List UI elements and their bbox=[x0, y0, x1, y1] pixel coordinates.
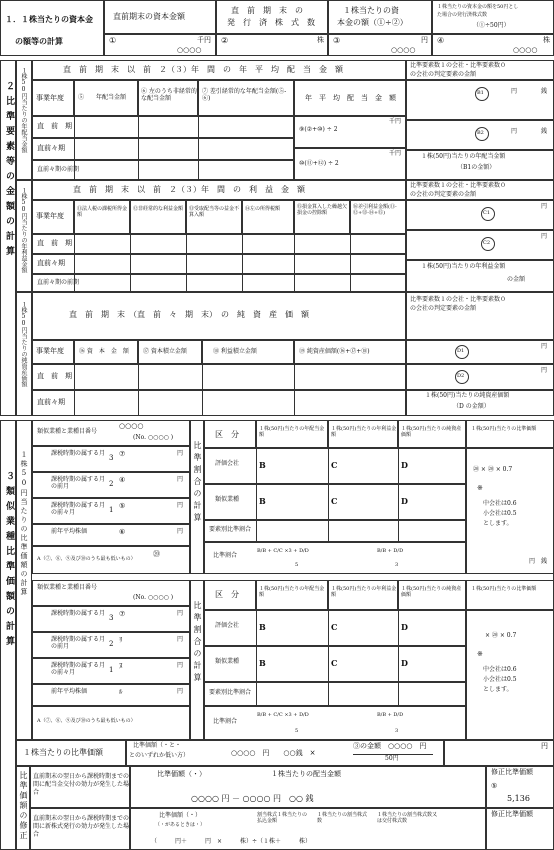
ind1-lowest-note: A（⑦、⑧、⑨及び⑩のうち最も低いもの） bbox=[37, 556, 136, 562]
ind1-code: ○○○○ bbox=[119, 422, 144, 430]
s1-mark-3: ③ bbox=[333, 36, 341, 45]
div-avg-9-label: ⑨(②+⑩) ÷ 2 bbox=[299, 126, 338, 133]
net-col18-label: ⑱ 利益積立金額 bbox=[213, 348, 257, 355]
ind1-lowest[interactable] bbox=[32, 546, 190, 574]
profit-col-year bbox=[32, 200, 74, 234]
div-b2-yen: 円 bbox=[511, 128, 518, 135]
section2-side bbox=[0, 60, 16, 416]
section2-side-label: ２比準要素等の金額の計算 bbox=[4, 81, 14, 261]
section3-side-a-label: １株50円当たりの比準価額の計算 bbox=[20, 451, 28, 597]
ind1-price-row[interactable] bbox=[32, 498, 190, 524]
div-per-share-title: １株(50円)当たりの年配当金額 bbox=[421, 153, 506, 160]
div-judge-h2: の会社の判定要素の金額 bbox=[410, 71, 477, 78]
profit-col5 bbox=[294, 200, 350, 234]
profit-header bbox=[32, 180, 406, 200]
s1-col1-label: 直前期末の資本金額 bbox=[113, 12, 185, 21]
ind2-price-row-label: 課税時期の属する月 bbox=[51, 610, 106, 617]
net-row-prev2 bbox=[32, 390, 406, 416]
ind1-sim-b: B bbox=[259, 496, 266, 506]
ind2-price-formula: × ⑳ × 0.7 bbox=[485, 632, 517, 639]
s1-unit-1: 千円 bbox=[197, 36, 211, 44]
profit-judge-c1[interactable] bbox=[406, 200, 554, 230]
ind2-r-eval bbox=[204, 610, 466, 646]
ind1-note-star: ※ bbox=[477, 484, 483, 492]
per-share-div50: 50円 bbox=[385, 755, 399, 762]
s1-col3-label-b: 本金の額（①÷②） bbox=[337, 18, 408, 27]
ind2-r-element bbox=[204, 682, 466, 706]
adj2-b: 割当株式１株当たりの払込金額 bbox=[257, 812, 308, 824]
profit-row-prev3-label: 直前々期の前期 bbox=[37, 279, 80, 286]
div-header bbox=[32, 60, 406, 80]
net-header bbox=[32, 292, 406, 340]
ind2-lowest-note: A（⑦、⑧、⑨及び⑩のうち最も低いもの） bbox=[37, 718, 136, 724]
profit-per-share-sub: の金額 bbox=[507, 276, 526, 283]
net-row-prev-label: 直 前 期 bbox=[37, 372, 72, 380]
per-share-formula: ○○○○ 円 ○○銭 × bbox=[231, 749, 316, 757]
profit-col6 bbox=[350, 200, 406, 234]
ind1-price-row-label: 課税時期の属する月 bbox=[51, 450, 106, 457]
ind2-price-row[interactable] bbox=[32, 632, 190, 658]
ind2-h-net bbox=[398, 580, 466, 610]
ind1-h-net-label: １株(50円)当たりの純資産価額 bbox=[401, 426, 462, 438]
ind1-ratio-div3: 3 bbox=[395, 562, 399, 568]
adj1-label-text: 直前期末の翌日から課税時期までの間に配当金交付の効力が発生した場合 bbox=[33, 773, 130, 796]
ind2-h-profit bbox=[328, 580, 398, 610]
ind1-r-similar bbox=[204, 484, 466, 520]
ind2-lowest[interactable] bbox=[32, 706, 190, 740]
div-avg-10[interactable] bbox=[294, 148, 406, 180]
net-col16 bbox=[74, 340, 138, 364]
div-avg-9[interactable] bbox=[294, 116, 406, 148]
ind2-price-row-month: 2 bbox=[109, 640, 114, 648]
ind1-sim-d: D bbox=[401, 496, 408, 506]
profit-col2 bbox=[130, 200, 186, 234]
s1-unit-4: 株 bbox=[543, 36, 550, 44]
ind1-kubun-label: 区 分 bbox=[215, 430, 239, 439]
ind2-label: 類似業種と業種目番号 bbox=[37, 584, 98, 591]
profit-c1-yen: 円 bbox=[541, 203, 548, 210]
net-judge-header bbox=[406, 292, 554, 340]
net-row-prev2-label: 直前々期 bbox=[37, 398, 65, 406]
profit-col2-label: ⑫非経常的な利益金額 bbox=[133, 206, 184, 212]
div-col6-label: ⑥ 左のうち非経常的な配当金額 bbox=[141, 88, 197, 102]
ind1-ratio-div5: 5 bbox=[295, 562, 299, 568]
ind1-r-eval bbox=[204, 448, 466, 484]
profit-col3-label: ⑬受取配当等の益金不算入額 bbox=[189, 206, 240, 218]
profit-judge-c2[interactable] bbox=[406, 230, 554, 260]
ind2-kubun-label: 区 分 bbox=[215, 590, 239, 599]
s1-value-3[interactable] bbox=[328, 34, 432, 56]
ind2-price-row-mark: ﾙ bbox=[119, 688, 123, 696]
net-col17-label: ⑰ 資本積立金額 bbox=[143, 348, 187, 355]
s1-col3-header bbox=[328, 0, 432, 34]
ind1-ratio-formula: B/B + C/C ×3 + D/D bbox=[257, 548, 309, 554]
div-b1-label: B1 bbox=[477, 90, 484, 96]
div-row-prev-label: 直 前 期 bbox=[37, 122, 72, 130]
ind2-price-row-yen: 円 bbox=[177, 662, 184, 669]
net-per-share-sub: （D の金額） bbox=[453, 403, 490, 410]
ind2-h-profit-label: １株(50円)当たりの年利益金額 bbox=[331, 586, 397, 598]
net-side bbox=[16, 292, 32, 416]
div-col5-label: ⑤ 年配当金額 bbox=[78, 94, 127, 101]
ind2-ratio-formula: B/B + C/C ×3 + D/D bbox=[257, 712, 309, 718]
adj-side-label: 比準価額の修正 bbox=[19, 771, 28, 841]
ind1-price-row-label: 前年平均株価 bbox=[51, 528, 88, 535]
div-b1-sen: 銭 bbox=[541, 88, 548, 95]
ind1-eval-d: D bbox=[401, 460, 408, 470]
div-judge-header bbox=[406, 60, 554, 80]
per-share-price-calc[interactable] bbox=[126, 740, 444, 766]
profit-row-prev-label: 直 前 期 bbox=[37, 239, 72, 247]
ind1-r-ratio bbox=[204, 542, 466, 574]
section3-side bbox=[0, 420, 16, 850]
ind1-price-row-month: 3 bbox=[109, 454, 114, 462]
profit-side-label: １株50円当たりの年利益金額 bbox=[20, 187, 27, 273]
adj-side bbox=[16, 766, 30, 850]
profit-side bbox=[16, 180, 32, 292]
adj1-calc[interactable] bbox=[130, 766, 486, 808]
div-col-avg-label: 年 平 均 配 当 金 額 bbox=[305, 94, 396, 102]
profit-col3 bbox=[186, 200, 242, 234]
ind1-h-profit-label: １株(50円)当たりの年利益金額 bbox=[331, 426, 397, 438]
ind2-ratio-div3: 3 bbox=[395, 728, 399, 734]
ind1-price-row-yen: 円 bbox=[177, 502, 184, 509]
per-share-price-result[interactable] bbox=[444, 740, 554, 766]
ind1-price-row[interactable] bbox=[32, 524, 190, 546]
ind1-price-row-month: 1 bbox=[109, 506, 114, 514]
ind1-r-eval-label: 評価会社 bbox=[215, 460, 240, 467]
s1-mark-1: ① bbox=[109, 36, 117, 45]
ind2-note3: とします。 bbox=[483, 686, 513, 693]
adj1-result-label: 修正比準価額 bbox=[491, 768, 533, 776]
ind1-price-row[interactable] bbox=[32, 472, 190, 498]
net-col17 bbox=[138, 340, 202, 364]
div-col-year-label: 事業年度 bbox=[36, 94, 64, 102]
ind2-sim-c: C bbox=[331, 658, 338, 668]
ind1-price-row-mark: ④ bbox=[119, 476, 126, 484]
ind2-price-row-yen: 円 bbox=[177, 610, 184, 617]
section1-subtitle: の額等の計算 bbox=[15, 36, 63, 46]
net-d1-yen: 円 bbox=[541, 343, 548, 350]
s1-col2-header bbox=[216, 0, 328, 34]
profit-per-share bbox=[406, 260, 554, 292]
adj1-result-value: 5,136 bbox=[507, 794, 530, 803]
adj1-result-mark: ⑤ bbox=[491, 782, 498, 790]
profit-col4-label: ⑭左の所得税額 bbox=[245, 206, 281, 212]
ind2-eval-d: D bbox=[401, 622, 408, 632]
per-share-compare2: とのいずれか低い方） bbox=[129, 752, 190, 759]
ind2-h-div-label: １株(50円)当たりの年配当金額 bbox=[259, 586, 325, 598]
ind2-h-net-label: １株(50円)当たりの純資産価額 bbox=[401, 586, 462, 598]
div-row-prev3 bbox=[32, 160, 294, 180]
net-judge-d2[interactable] bbox=[406, 364, 554, 390]
div-row-prev bbox=[32, 116, 294, 138]
div-avg-9-unit: 千円 bbox=[389, 118, 402, 125]
ind2-price-row-month: 1 bbox=[109, 666, 114, 674]
ind1-price-row-label: 課税時期の属する月の前々月 bbox=[51, 502, 106, 516]
section1-title: １．１株当たりの資本金 bbox=[5, 14, 93, 24]
profit-per-share-title: １株(50円)当たりの年利益金額 bbox=[421, 263, 506, 270]
ind2-no: (No. ○○○○ ) bbox=[133, 594, 174, 601]
net-judge-h2: の会社の判定要素の金額 bbox=[410, 305, 477, 312]
s1-mark-4: ④ bbox=[437, 36, 445, 45]
adj1-compare: 比準価額（・） bbox=[157, 770, 206, 778]
ind1-sim-c: C bbox=[331, 496, 338, 506]
ind1-price-formula: ⑳ × ⑳ × 0.7 bbox=[473, 466, 513, 473]
ind2-r-ratio-label: 比準割合 bbox=[213, 718, 238, 725]
ind1-h-net bbox=[398, 420, 466, 448]
div-b1-yen: 円 bbox=[511, 88, 518, 95]
div-avg-10-unit: 千円 bbox=[389, 150, 402, 157]
s1-unit-3: 円 bbox=[421, 36, 428, 44]
ind2-price-row-label: 課税時期の属する月の前々月 bbox=[51, 662, 106, 676]
ind1-ratio-side bbox=[190, 420, 204, 574]
adj2-result-label: 修正比準価額 bbox=[491, 810, 533, 818]
net-header-label: 直 前 期 末 （直 前 々 期 末） の 純 資 産 価 額 bbox=[69, 310, 309, 319]
ind2-note-star: ※ bbox=[477, 650, 483, 658]
ind2-ratio-formula2: B/B + D/D bbox=[377, 712, 404, 718]
per-share-price-text: １株当たりの比準価額 bbox=[23, 748, 103, 757]
ind2-eval-c: C bbox=[331, 622, 338, 632]
ind2-note1: 中会社は0.6 bbox=[483, 666, 517, 673]
ind1-price[interactable] bbox=[466, 448, 554, 574]
ind2-price-row-mark: ﾇ bbox=[119, 662, 123, 670]
ind2-price-row-label: 前年平均株価 bbox=[51, 688, 88, 695]
s1-col4-label-c: （①÷50円） bbox=[473, 22, 510, 29]
ind2-price-row-mark: ⑦ bbox=[119, 610, 126, 618]
ind2-sim-d: D bbox=[401, 658, 408, 668]
adj1-label bbox=[30, 766, 130, 808]
net-col18 bbox=[202, 340, 294, 364]
ind1-price-row-mark: ⑥ bbox=[119, 528, 126, 536]
ind1-price-row-yen: 円 bbox=[177, 450, 184, 457]
ind1-eval-c: C bbox=[331, 460, 338, 470]
ind1-ratio-formula2: B/B + D/D bbox=[377, 548, 404, 554]
profit-col4 bbox=[242, 200, 294, 234]
ind2-r-ratio bbox=[204, 706, 466, 740]
adj1-result[interactable] bbox=[486, 766, 554, 808]
ind1-eval-b: B bbox=[259, 460, 266, 470]
section1-title-box bbox=[0, 0, 104, 56]
adj2-label bbox=[30, 808, 130, 850]
ind1-price-sen: 銭 bbox=[541, 558, 548, 565]
div-row-prev3-label: 直前々期の前期 bbox=[37, 166, 80, 173]
profit-c1-label: C1 bbox=[483, 210, 491, 216]
ind1-h-div bbox=[256, 420, 328, 448]
per-share-price-label bbox=[16, 740, 126, 766]
ind1-price-row[interactable] bbox=[32, 446, 190, 472]
div-judge-b2[interactable] bbox=[406, 120, 554, 150]
net-d2-label: D2 bbox=[457, 373, 465, 379]
ind2-price-row-mark: ﾘ bbox=[119, 636, 123, 644]
ind2-price-row[interactable] bbox=[32, 658, 190, 684]
ind2-price-row-yen: 円 bbox=[177, 688, 184, 695]
s1-amt-3: ○○○○ bbox=[391, 46, 416, 54]
ind2-sim-b: B bbox=[259, 658, 266, 668]
div-side-label: １株50円当たりの年配当金額 bbox=[20, 67, 27, 153]
ind2-h-div bbox=[256, 580, 328, 610]
s1-col1-header bbox=[104, 0, 216, 34]
ind1-r-element-label: 要素別比準割合 bbox=[209, 526, 252, 533]
ind2-kubun bbox=[204, 580, 256, 610]
ind2-r-eval-label: 評価会社 bbox=[215, 622, 240, 629]
net-d2-yen: 円 bbox=[541, 367, 548, 374]
ind1-ratio-side-label: 比準割合の計算 bbox=[193, 441, 202, 525]
net-row-prev bbox=[32, 364, 406, 390]
div-per-share-sub: （B1の金額） bbox=[457, 164, 496, 171]
ind2-ratio-side-label: 比準割合の計算 bbox=[193, 601, 202, 685]
ind1-h-profit bbox=[328, 420, 398, 448]
s1-col2-label-b: 発 行 済 株 式 数 bbox=[227, 18, 315, 27]
adj2-c: １株当たりの割当株式数 bbox=[317, 812, 368, 824]
div-col-year bbox=[32, 80, 74, 116]
net-col-year bbox=[32, 340, 74, 364]
net-judge-h1: 比準要素数１の会社・比準要素数０ bbox=[410, 296, 507, 303]
div-b2-sen: 銭 bbox=[541, 128, 548, 135]
net-judge-d1[interactable] bbox=[406, 340, 554, 364]
adj2-a: 比準価額（・） bbox=[159, 812, 202, 819]
ind2-header bbox=[32, 580, 190, 606]
ind2-price-row-month: 3 bbox=[109, 614, 114, 622]
ind1-kubun bbox=[204, 420, 256, 448]
ind1-price-yen: 円 bbox=[529, 558, 536, 565]
div-judge-b1[interactable] bbox=[406, 80, 554, 120]
ind2-h-price-label: １株(50円)当たりの比準価額 bbox=[471, 586, 537, 592]
per-share-result-yen: 円 bbox=[541, 742, 548, 750]
ind2-r-element-label: 要素別比準割合 bbox=[209, 689, 252, 696]
ind1-price-row-mark: ⑦ bbox=[119, 450, 126, 458]
ind2-r-similar-label: 類似業種 bbox=[215, 658, 240, 665]
div-per-share bbox=[406, 150, 554, 180]
ind2-ratio-side bbox=[190, 580, 204, 740]
profit-col5-label: ⑮損金算入した繰越欠損金の控除額 bbox=[297, 204, 348, 216]
ind2-price-row-yen: 円 bbox=[177, 636, 184, 643]
s1-amt-4: ○○○○ bbox=[513, 46, 538, 54]
s1-col4-header bbox=[432, 0, 554, 34]
adj2-label-text: 直前期末の翌日から課税時期までの間に新株式発行の効力が発生した場合 bbox=[33, 815, 130, 838]
s1-col4-label-b: た場合の発行済株式数 bbox=[437, 12, 488, 18]
ind1-h-div-label: １株(50円)当たりの年配当金額 bbox=[259, 426, 325, 438]
ind1-price-row-yen: 円 bbox=[177, 476, 184, 483]
per-share-compare: 比準価額（・と・ bbox=[133, 742, 182, 749]
adj1-div: １株当たりの配当金額 bbox=[271, 770, 341, 778]
div-col-avg bbox=[294, 80, 406, 116]
net-per-share-title: １株(50円)当たりの純資産価額 bbox=[425, 392, 510, 399]
per-share-amount3: ③の金額 ○○○○ 円 bbox=[353, 742, 427, 750]
ind1-price-row-mark: ⑤ bbox=[119, 502, 126, 510]
ind1-note2: 小会社は0.5 bbox=[483, 510, 517, 517]
div-avg-10-label: ⑩(⑪+⑫) ÷ 2 bbox=[299, 160, 339, 167]
net-col19-label: ⑲ 純資産価額(⑯+⑰+⑱) bbox=[299, 348, 370, 355]
s1-unit-2: 株 bbox=[317, 36, 324, 44]
s1-value-4[interactable] bbox=[432, 34, 554, 56]
s1-mark-2: ② bbox=[221, 36, 229, 45]
net-col-year-label: 事業年度 bbox=[36, 347, 64, 355]
net-d1-label: D1 bbox=[457, 348, 465, 354]
ind2-note2: 小会社は0.5 bbox=[483, 676, 517, 683]
ind1-label: 類似業種と業種目番号 bbox=[37, 428, 98, 435]
div-col6 bbox=[138, 80, 198, 116]
profit-col-year-label: 事業年度 bbox=[36, 212, 64, 220]
ind2-ratio-div5: 5 bbox=[295, 728, 299, 734]
div-row-prev2 bbox=[32, 138, 294, 160]
profit-judge-h1: 比準要素数１の会社・比準要素数０ bbox=[410, 182, 507, 189]
profit-c2-yen: 円 bbox=[541, 233, 548, 240]
profit-judge-header bbox=[406, 180, 554, 200]
div-b2-label: B2 bbox=[477, 130, 484, 136]
ind2-h-price bbox=[466, 580, 554, 610]
profit-c2-label: C2 bbox=[483, 240, 491, 246]
adj2-calc[interactable] bbox=[130, 808, 486, 850]
ind2-r-similar bbox=[204, 646, 466, 682]
ind1-price-row-month: 2 bbox=[109, 480, 114, 488]
ind2-price-row[interactable] bbox=[32, 684, 190, 706]
ind1-r-similar-label: 類似業種 bbox=[215, 496, 240, 503]
div-col7-label: ⑦ 差引経常的な年配当金額(⑤-⑥) bbox=[202, 88, 287, 102]
ind2-price[interactable] bbox=[466, 610, 554, 740]
s1-col4-label-a: １株当たりの資本金の額を50円とし bbox=[437, 4, 519, 10]
ind1-note3: とします。 bbox=[483, 520, 513, 527]
s1-amt-1: ○○○○ bbox=[177, 46, 202, 54]
ind2-price-row[interactable] bbox=[32, 606, 190, 632]
ind1-h-price-label: １株(50円)当たりの比準価額 bbox=[471, 426, 537, 432]
ind1-r-element bbox=[204, 520, 466, 542]
net-per-share bbox=[406, 390, 554, 416]
profit-judge-h2: の会社の判定要素の金額 bbox=[410, 191, 477, 198]
section3-side-a bbox=[16, 420, 32, 740]
ind1-r-ratio-label: 比準割合 bbox=[213, 552, 238, 559]
adj1-formula: ○○○○ 円 － ○○○○ 円 ○○ 銭 bbox=[191, 794, 314, 803]
div-row-prev2-label: 直前々期 bbox=[37, 144, 65, 152]
adj2-formula: （ 円＋ 円 × 株）÷（１株＋ 株） bbox=[151, 838, 312, 845]
ind1-header bbox=[32, 420, 190, 446]
div-header-label: 直 前 期 末 以 前 ２（３）年 間 の 年 平 均 配 当 金 額 bbox=[63, 65, 343, 74]
s1-value-1[interactable] bbox=[104, 34, 216, 56]
div-judge-h1: 比準要素数１の会社・比準要素数０ bbox=[410, 62, 507, 69]
div-col7 bbox=[198, 80, 294, 116]
net-col19 bbox=[294, 340, 406, 364]
net-col16-label: ⑯ 資 本 金 額 bbox=[79, 348, 129, 355]
s1-col2-label-a: 直 前 期 末 の bbox=[231, 6, 303, 15]
ind1-price-row-label: 課税時期の属する月の前月 bbox=[51, 476, 106, 490]
ind2-eval-b: B bbox=[259, 622, 266, 632]
div-side bbox=[16, 60, 32, 180]
ind2-price-row-label: 課税時期の属する月の前月 bbox=[51, 636, 106, 650]
div-col5 bbox=[74, 80, 138, 116]
s1-value-2[interactable] bbox=[216, 34, 328, 56]
profit-row-prev2-label: 直前々期 bbox=[37, 259, 65, 267]
ind1-mark20: ⑳ bbox=[153, 550, 160, 558]
adj2-result[interactable] bbox=[486, 808, 554, 850]
adj2-d: １株当たりの割当株式数又は交付株式数 bbox=[377, 812, 438, 824]
profit-col1 bbox=[74, 200, 130, 234]
ind1-no: (No. ○○○○ ) bbox=[133, 434, 174, 441]
profit-col6-label: ⑯差引利益金額(⑪-⑫+⑬-⑭+⑮) bbox=[353, 204, 397, 216]
adj2-a2: （・があるときは・） bbox=[155, 822, 206, 828]
profit-header-label: 直 前 期 末 以 前 ２（３）年 間 の 利 益 金 額 bbox=[73, 185, 305, 194]
ind1-note1: 中会社は0.6 bbox=[483, 500, 517, 507]
s1-col3-label-a: １株当たりの資 bbox=[343, 6, 399, 15]
section3-side-label: ３類似業種比準価額の計算 bbox=[4, 471, 14, 651]
ind1-price-row-yen: 円 bbox=[177, 528, 184, 535]
profit-col1-label: ⑪法人税の課税所得金額 bbox=[77, 206, 128, 218]
ind1-h-price bbox=[466, 420, 554, 448]
net-side-label: １株50円当たりの純資産価額 bbox=[20, 301, 27, 387]
